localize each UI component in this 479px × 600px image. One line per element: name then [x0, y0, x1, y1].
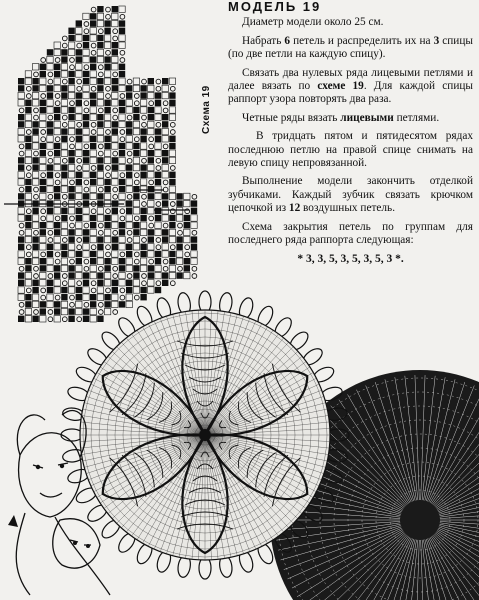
paragraph-7: [228, 221, 473, 248]
paragraph-5: [228, 130, 473, 170]
text-run: Связать два нулевых ряда лицевыми петлями и далее вязать по: [228, 66, 473, 93]
text-run: В тридцать пятом и пятидесятом рядах последнюю петлю на правой спице снимать на левую спицу непровязанной.: [228, 130, 473, 170]
text-run: . Для каждой спицы раппорт узора повторять два раза.: [228, 80, 473, 106]
text-run: Схема закрытия петель по группам для последнего ряда раппорта следующая:: [228, 220, 473, 247]
closing-sequence: * 3, 3, 5, 3, 5, 3, 5, 3 *.: [297, 252, 404, 265]
paragraph-6: [228, 175, 473, 215]
text-run: Диаметр модели около 25 см.: [242, 16, 384, 29]
text-run: петель и распределить их на: [290, 34, 434, 47]
text-run: петлями.: [393, 111, 440, 124]
text-run: лицевыми: [340, 111, 394, 124]
chart-label: Схема 19: [201, 85, 212, 135]
paragraph-2: [228, 35, 473, 62]
text-run: 6: [284, 34, 291, 47]
text-run: Выполнение модели закончить отделкой зубчиками. Каждый зубчик связать крючком цепочкой из: [228, 175, 473, 215]
paragraph-1: [228, 16, 473, 29]
text-run: Набрать: [242, 34, 285, 47]
text-run: спицы (по две петли на каждую спицу).: [228, 34, 473, 61]
model-heading: МОДЕЛЬ 19: [228, 0, 322, 14]
instructions-column: [228, 0, 473, 266]
text-run: схеме 19: [317, 80, 364, 93]
text-run: воздушных петель.: [300, 202, 396, 215]
paragraph-4: [228, 112, 473, 125]
text-run: 12: [288, 202, 301, 215]
paragraph-3: [228, 67, 473, 107]
text-run: Четные ряды вязать: [242, 111, 341, 124]
text-run: 3: [433, 34, 440, 47]
mask-illustration: [0, 395, 120, 600]
